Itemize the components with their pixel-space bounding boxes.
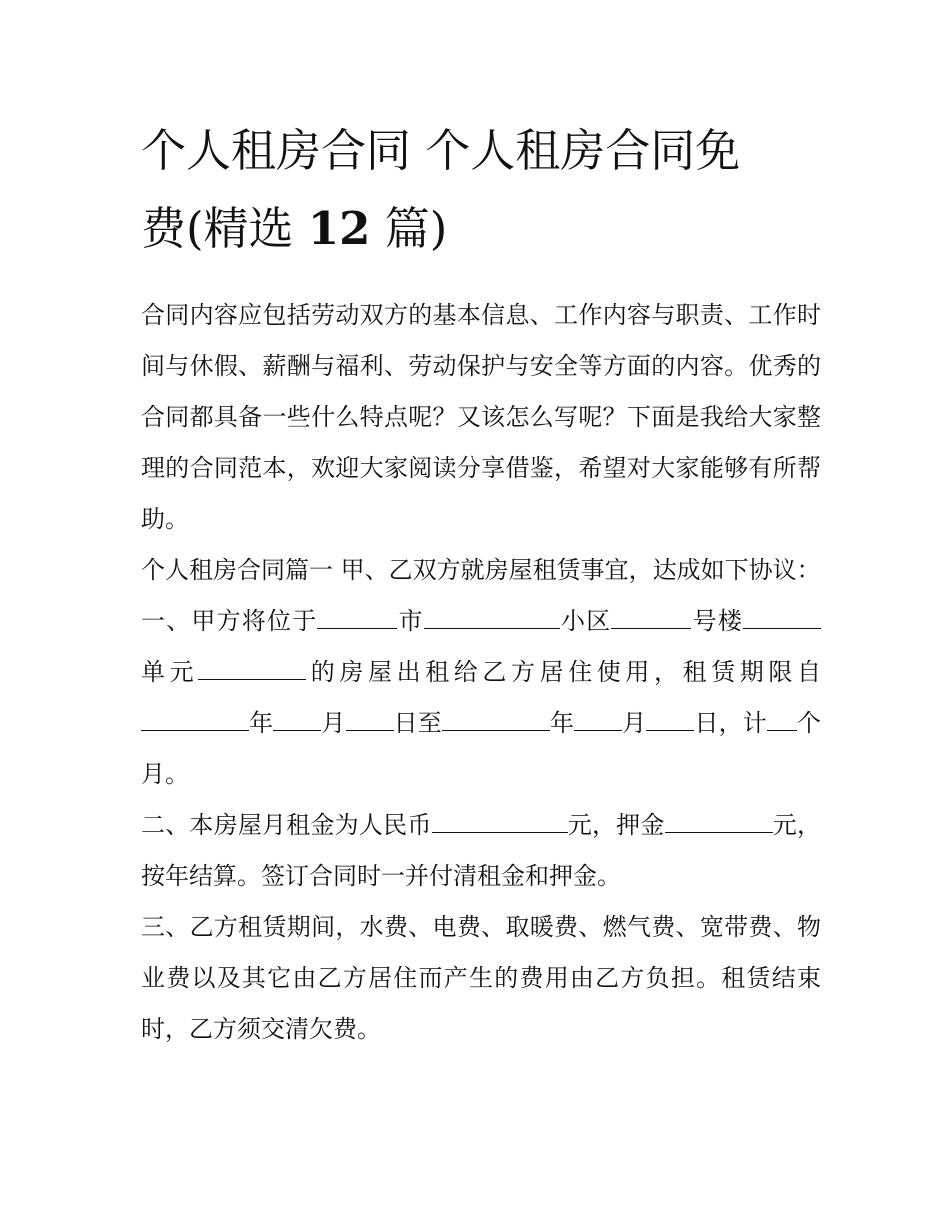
clause-2-text: 元，按年结算。签订合同时一并付清租金和押金。 xyxy=(141,811,822,890)
blank-end-day xyxy=(646,710,694,731)
title-line-2c: 篇) xyxy=(370,202,448,255)
clause-1-text: 号楼 xyxy=(691,607,744,635)
title-number: 12 xyxy=(307,202,371,255)
blank-community xyxy=(424,608,560,629)
document-title xyxy=(141,112,821,268)
blank-end-month xyxy=(574,710,622,731)
blank-start-day xyxy=(346,710,394,731)
clause-1-text: 小区 xyxy=(559,607,612,635)
clause-2-text: 元，押金 xyxy=(567,811,665,839)
clause-1-text: 月 xyxy=(622,709,647,737)
blank-start-year xyxy=(141,710,249,731)
clause-1-text: 日至 xyxy=(393,709,442,737)
blank-building xyxy=(611,608,691,629)
title-line-2a: 费(精选 xyxy=(141,202,308,255)
blank-city xyxy=(317,608,397,629)
blank-deposit xyxy=(665,812,773,833)
clause-1-text: 年 xyxy=(549,709,575,737)
title-line-1: 个人租房合同 个人租房合同免 xyxy=(141,124,741,177)
clause-1-text: 单元 xyxy=(141,658,199,686)
clause-1-text: 个月。 xyxy=(141,709,821,788)
blank-start-month xyxy=(273,710,321,731)
blank-months xyxy=(767,710,797,731)
clause-1-text: 日，计 xyxy=(694,709,767,737)
intro-paragraph: 合同内容应包括劳动双方的基本信息、工作内容与职责、工作时间与休假、薪酬与福利、劳动保护与安全等方面的内容。优秀的合同都具备一些什么特点呢？又该怎么写呢？下面是我给大家整理的合同范本，欢迎大家阅读分享借鉴，希望对大家能够有所帮助。 xyxy=(141,301,821,533)
blank-room xyxy=(198,659,306,680)
clause-1-text: 的房屋出租给乙方居住使用，租赁期限自 xyxy=(306,658,822,686)
clause-2-text: 二、本房屋月租金为人民币 xyxy=(141,811,432,839)
clause-1 xyxy=(141,596,821,800)
clause-2 xyxy=(141,800,821,902)
blank-end-year xyxy=(442,710,550,731)
document-body xyxy=(141,290,821,1055)
blank-rent xyxy=(432,812,568,833)
document-page xyxy=(141,112,821,1055)
clause-1-text: 年 xyxy=(249,709,274,737)
blank-unit xyxy=(743,608,821,629)
clause-1-text: 市 xyxy=(397,607,424,635)
clause-1-text: 一、甲方将位于 xyxy=(141,607,318,635)
clause-1-text: 月 xyxy=(321,709,346,737)
section-1-heading: 个人租房合同篇一 甲、乙双方就房屋租赁事宜，达成如下协议： xyxy=(141,556,821,584)
clause-3: 三、乙方租赁期间，水费、电费、取暖费、燃气费、宽带费、物业费以及其它由乙方居住而产生的费用由乙方负担。租赁结束时，乙方须交清欠费。 xyxy=(141,913,821,1043)
